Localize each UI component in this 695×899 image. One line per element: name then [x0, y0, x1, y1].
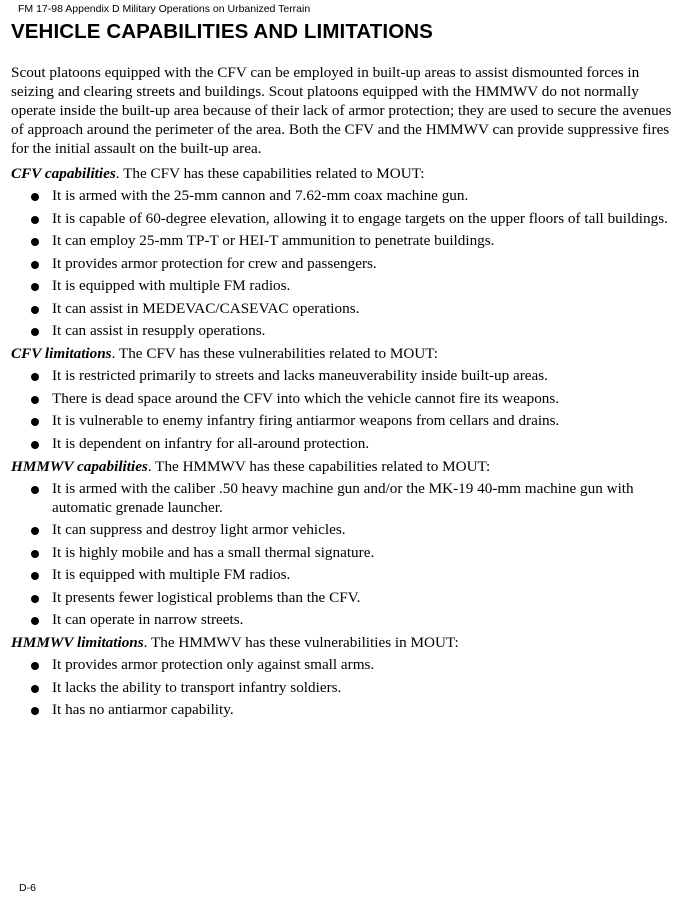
section-hmmwv-capabilities — [11, 457, 683, 630]
list-item — [11, 655, 683, 674]
bullet-icon — [31, 238, 39, 246]
bullet-icon — [31, 617, 39, 625]
bullet-icon — [31, 707, 39, 715]
bullet-icon — [31, 572, 39, 580]
document-body — [11, 63, 683, 723]
list-item-text: It is highly mobile and has a small thermal signature. — [52, 543, 375, 561]
list-item — [11, 434, 683, 453]
list-item — [11, 678, 683, 697]
list-item — [11, 366, 683, 385]
list-item — [11, 186, 683, 205]
list-item — [11, 209, 683, 228]
bullet-icon — [31, 685, 39, 693]
list-item-text: It is capable of 60-degree elevation, allowing it to engage targets on the upper floors of tall buildings. — [52, 209, 668, 227]
list-item-text: It is dependent on infantry for all-around protection. — [52, 434, 370, 452]
section-cfv-limitations — [11, 344, 683, 453]
section-term: HMMWV capabilities — [11, 457, 148, 475]
list-item-text: It provides armor protection for crew and passengers. — [52, 254, 377, 272]
list-item — [11, 610, 683, 629]
list-item-text: It can employ 25-mm TP-T or HEI-T ammunition to penetrate buildings. — [52, 232, 495, 249]
list-item-text: It is equipped with multiple FM radios. — [52, 277, 291, 294]
bullet-list — [11, 479, 683, 630]
bullet-icon — [31, 595, 39, 603]
bullet-icon — [31, 441, 39, 449]
list-item-text: It can operate in narrow streets. — [52, 611, 244, 628]
section-lead — [11, 164, 683, 183]
section-lead-text: . The HMMWV has these capabilities related to MOUT: — [147, 457, 491, 475]
bullet-icon — [31, 418, 39, 426]
section-lead-text: . The CFV has these capabilities related to MOUT: — [115, 165, 425, 182]
list-item-text: It can assist in resupply operations. — [52, 322, 266, 339]
list-item — [11, 254, 683, 273]
list-item-text: It is armed with the caliber .50 heavy machine gun and/or the MK-19 40-mm machine gun with automatic grenade launcher. — [52, 479, 634, 516]
list-item — [11, 588, 683, 607]
bullet-icon — [31, 373, 39, 381]
list-item-text: It is equipped with multiple FM radios. — [52, 566, 291, 583]
list-item — [11, 231, 683, 250]
page-number: D-6 — [19, 882, 36, 894]
section-cfv-capabilities — [11, 164, 683, 340]
list-item-text: It provides armor protection only against small arms. — [52, 656, 375, 673]
bullet-icon — [31, 193, 39, 201]
list-item — [11, 299, 683, 318]
bullet-icon — [31, 486, 39, 494]
list-item — [11, 411, 683, 430]
list-item-text: It lacks the ability to transport infantry soldiers. — [52, 678, 342, 696]
bullet-icon — [31, 662, 39, 670]
list-item — [11, 321, 683, 340]
bullet-list — [11, 186, 683, 340]
list-item-text: It presents fewer logistical problems than the CFV. — [52, 588, 361, 606]
list-item — [11, 543, 683, 562]
section-hmmwv-limitations — [11, 633, 683, 719]
list-item-text: It is restricted primarily to streets and lacks maneuverability inside built-up areas. — [52, 367, 548, 384]
list-item-text: It is vulnerable to enemy infantry firing antiarmor weapons from cellars and drains. — [52, 412, 560, 429]
list-item — [11, 520, 683, 539]
section-term: CFV capabilities — [11, 165, 116, 182]
section-lead — [11, 344, 683, 363]
section-term: HMMWV limitations — [11, 634, 144, 651]
bullet-icon — [31, 216, 39, 224]
bullet-icon — [31, 396, 39, 404]
bullet-icon — [31, 527, 39, 535]
intro-paragraph: Scout platoons equipped with the CFV can be employed in built-up areas to assist dismounted forces in seizing and clearing streets and buildings. Scout platoons equipped with the HMMWV do not normally operate inside the built-up area because of their lack of armor protection; they are used to secure the avenues of approach around the perimeter of the area. Both the CFV and the HMMWV can provide suppressive fires for the initial assault on the built-up area. — [11, 64, 672, 157]
bullet-icon — [31, 550, 39, 558]
bullet-icon — [31, 328, 39, 336]
bullet-icon — [31, 283, 39, 291]
list-item — [11, 389, 683, 408]
bullet-list — [11, 366, 683, 453]
bullet-icon — [31, 261, 39, 269]
list-item-text: It can assist in MEDEVAC/CASEVAC operations. — [52, 299, 360, 317]
section-lead-text: . The CFV has these vulnerabilities related to MOUT: — [111, 345, 439, 362]
list-item-text: There is dead space around the CFV into which the vehicle cannot fire its weapons. — [52, 389, 560, 407]
list-item-text: It has no antiarmor capability. — [52, 701, 234, 718]
list-item-text: It can suppress and destroy light armor vehicles. — [52, 521, 346, 538]
list-item — [11, 479, 683, 517]
list-item — [11, 565, 683, 584]
section-lead — [11, 457, 683, 476]
running-header: FM 17-98 Appendix D Military Operations on Urbanized Terrain — [18, 3, 311, 15]
page-title: VEHICLE CAPABILITIES AND LIMITATIONS — [11, 20, 433, 43]
section-lead — [11, 633, 683, 652]
bullet-list — [11, 655, 683, 719]
list-item-text: It is armed with the 25-mm cannon and 7.62-mm coax machine gun. — [52, 187, 469, 204]
section-term: CFV limitations — [11, 345, 112, 362]
list-item — [11, 700, 683, 719]
section-lead-text: . The HMMWV has these vulnerabilities in MOUT: — [143, 634, 459, 651]
list-item — [11, 276, 683, 295]
bullet-icon — [31, 306, 39, 314]
